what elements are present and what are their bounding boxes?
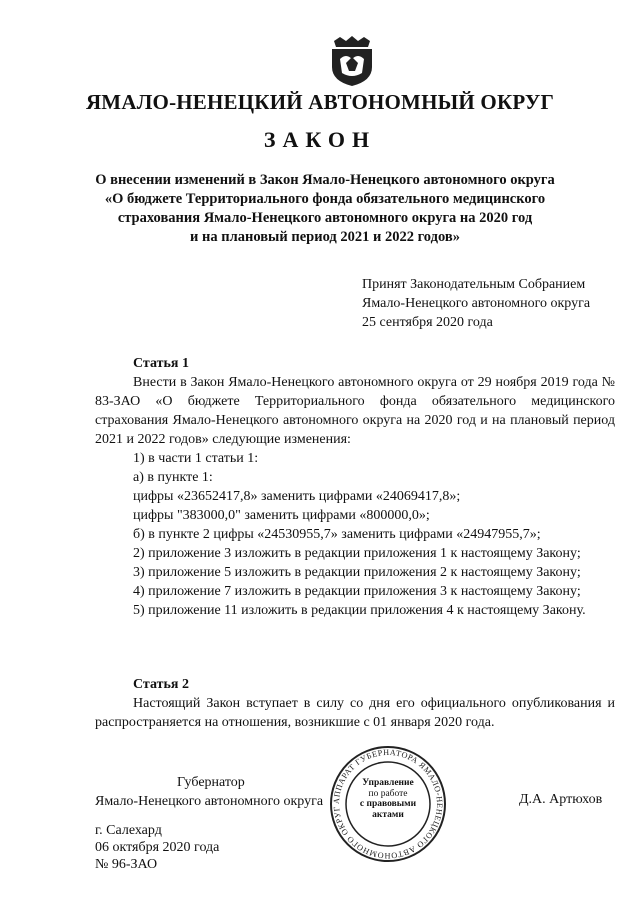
list-item: б) в пункте 2 цифры «24530955,7» заменить цифрами «24947955,7»;	[133, 527, 541, 542]
list-item: 1) в части 1 статьи 1:	[133, 451, 259, 466]
article-text: Настоящий Закон вступает в силу со дня его официального опубликования и распространяется на отношения, возникшие с 01 января 2020 года.	[95, 696, 615, 730]
city: г. Салехард	[95, 823, 162, 838]
article-intro: Внести в Закон Ямало-Ненецкого автономного округа от 29 ноября 2019 года № 83-ЗАО «О бюджете Территориального фонда обязательного медицинского страхования Ямало-Ненецкого автономного округа на 2020 год и на плановый период 2021 и 2022 годов» следующие изменения:	[95, 375, 615, 447]
list-item: цифры "383000,0" заменить цифрами «800000,0»;	[133, 508, 430, 523]
signatory-position: Губернатор	[177, 775, 245, 790]
list-item: 4) приложение 7 изложить в редакции приложения 3 к настоящему Закону;	[133, 584, 581, 599]
seal-line: по работе	[368, 788, 408, 799]
list-item: 3) приложение 5 изложить в редакции приложения 2 к настоящему Закону;	[133, 565, 581, 580]
article-2	[95, 675, 615, 732]
article-heading: Статья 2	[133, 677, 189, 692]
signatory-name: Д.А. Артюхов	[519, 792, 603, 807]
adoption-note	[362, 275, 622, 332]
subject-line: «О бюджете Территориального фонда обязательного медицинского	[104, 191, 546, 207]
seal-line: с правовыми	[359, 799, 417, 809]
subject-line: страхования Ямало-Ненецкого автономного округа на 2020 год	[117, 210, 533, 226]
adoption-line: 25 сентября 2020 года	[362, 315, 493, 330]
signatory-region: Ямало-Ненецкого автономного округа	[95, 794, 324, 809]
seal-line: актами	[372, 809, 404, 820]
document-footer	[95, 822, 219, 873]
coat-of-arms-icon	[322, 35, 382, 87]
seal-ring-text: АППАРАТ ГУБЕРНАТОРА ЯМАЛО-НЕНЕЦКОГО АВТОНОМНОГО ОКРУГ	[331, 747, 445, 861]
seal-center-text	[352, 778, 424, 820]
document-type: ЗАКОН	[263, 127, 377, 152]
signing-date: 06 октября 2020 года	[95, 840, 220, 855]
list-item: 5) приложение 11 изложить в редакции приложения 4 к настоящему Закону.	[133, 603, 586, 618]
adoption-line: Принят Законодательным Собранием	[362, 277, 586, 292]
seal-line: Управление	[362, 778, 414, 788]
adoption-line: Ямало-Ненецкого автономного округа	[362, 296, 591, 311]
list-item: цифры «23652417,8» заменить цифрами «24069417,8»;	[133, 489, 461, 504]
list-item: 2) приложение 3 изложить в редакции приложения 1 к настоящему Закону;	[133, 546, 581, 561]
subject-line: О внесении изменений в Закон Ямало-Ненецкого автономного округа	[95, 172, 555, 188]
article-1	[95, 354, 615, 620]
subject-line: и на плановый период 2021 и 2022 годов»	[190, 229, 460, 245]
law-number: № 96-ЗАО	[95, 857, 158, 872]
region-title: ЯМАЛО-НЕНЕЦКИЙ АВТОНОМНЫЙ ОКРУГ	[85, 90, 555, 114]
article-heading: Статья 1	[133, 356, 189, 371]
law-subject	[60, 171, 590, 247]
list-item: а) в пункте 1:	[133, 470, 213, 485]
